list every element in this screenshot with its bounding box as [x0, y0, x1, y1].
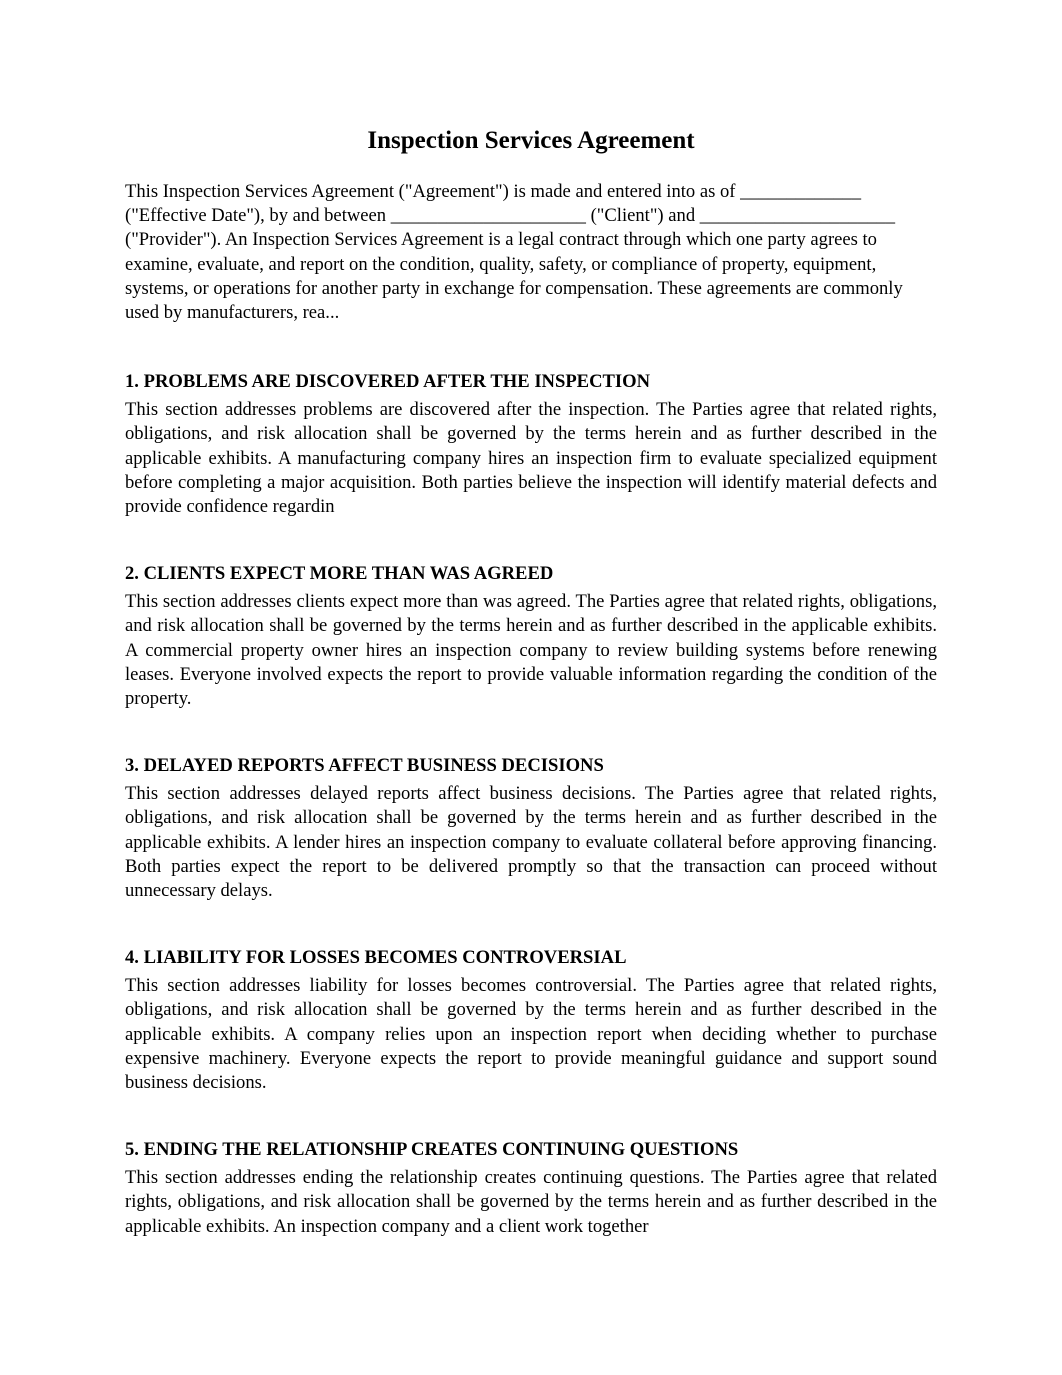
section-body: This section addresses delayed reports affect business decisions. The Parties agree that related rights, obligations, and risk allocation shall be governed by the terms herein and as further described in the applicable exhibits. A lender hires an inspection company to evaluate collateral before approving financing. Both parties expect the report to be delivered promptly so that the transaction can proceed without unnecessary delays. [125, 783, 937, 902]
section-4 [125, 946, 937, 1095]
section-body: This section addresses ending the relationship creates continuing questions. The Parties agree that related rights, obligations, and risk allocation shall be governed by the terms herein and as further described in the applicable exhibits. An inspection company and a client work together [125, 1167, 937, 1237]
section-body: This section addresses problems are discovered after the inspection. The Parties agree that related rights, obligations, and risk allocation shall be governed by the terms herein and as further described in the applicable exhibits. A manufacturing company hires an inspection firm to evaluate specialized equipment before completing a major acquisition. Both parties believe the inspection will identify material defects and provide confidence regardin [125, 399, 937, 518]
section-2 [125, 562, 937, 711]
intro-paragraph: This Inspection Services Agreement ("Agreement") is made and entered into as of _____________ ("Effective Date"), by and between _____________________ ("Client") and _____________________ ("Provider"). An Inspection Services Agreement is a legal contract through which one party agrees to examine, evaluate, and report on the condition, quality, safety, or compliance of property, equipment, systems, or operations for another party in exchange for compensation. These agreements are commonly used by manufacturers, rea... [125, 181, 903, 324]
document-title: Inspection Services Agreement [367, 127, 695, 154]
section-1 [125, 370, 937, 519]
section-5 [125, 1138, 937, 1239]
section-body: This section addresses liability for losses becomes controversial. The Parties agree that related rights, obligations, and risk allocation shall be governed by the terms herein and as further described in the applicable exhibits. A company relies upon an inspection report when deciding whether to purchase expensive machinery. Everyone expects the report to provide meaningful guidance and support sound business decisions. [125, 975, 937, 1094]
section-heading: 1. PROBLEMS ARE DISCOVERED AFTER THE INSPECTION [125, 371, 651, 392]
section-heading: 2. CLIENTS EXPECT MORE THAN WAS AGREED [125, 563, 554, 584]
section-3 [125, 754, 937, 903]
section-heading: 3. DELAYED REPORTS AFFECT BUSINESS DECISIONS [125, 755, 604, 776]
section-body: This section addresses clients expect more than was agreed. The Parties agree that related rights, obligations, and risk allocation shall be governed by the terms herein and as further described in the applicable exhibits. A commercial property owner hires an inspection company to review building systems before renewing leases. Everyone involved expects the report to provide valuable information regarding the condition of the property. [125, 591, 937, 710]
section-heading: 5. ENDING THE RELATIONSHIP CREATES CONTINUING QUESTIONS [125, 1139, 739, 1160]
section-heading: 4. LIABILITY FOR LOSSES BECOMES CONTROVERSIAL [125, 947, 627, 968]
